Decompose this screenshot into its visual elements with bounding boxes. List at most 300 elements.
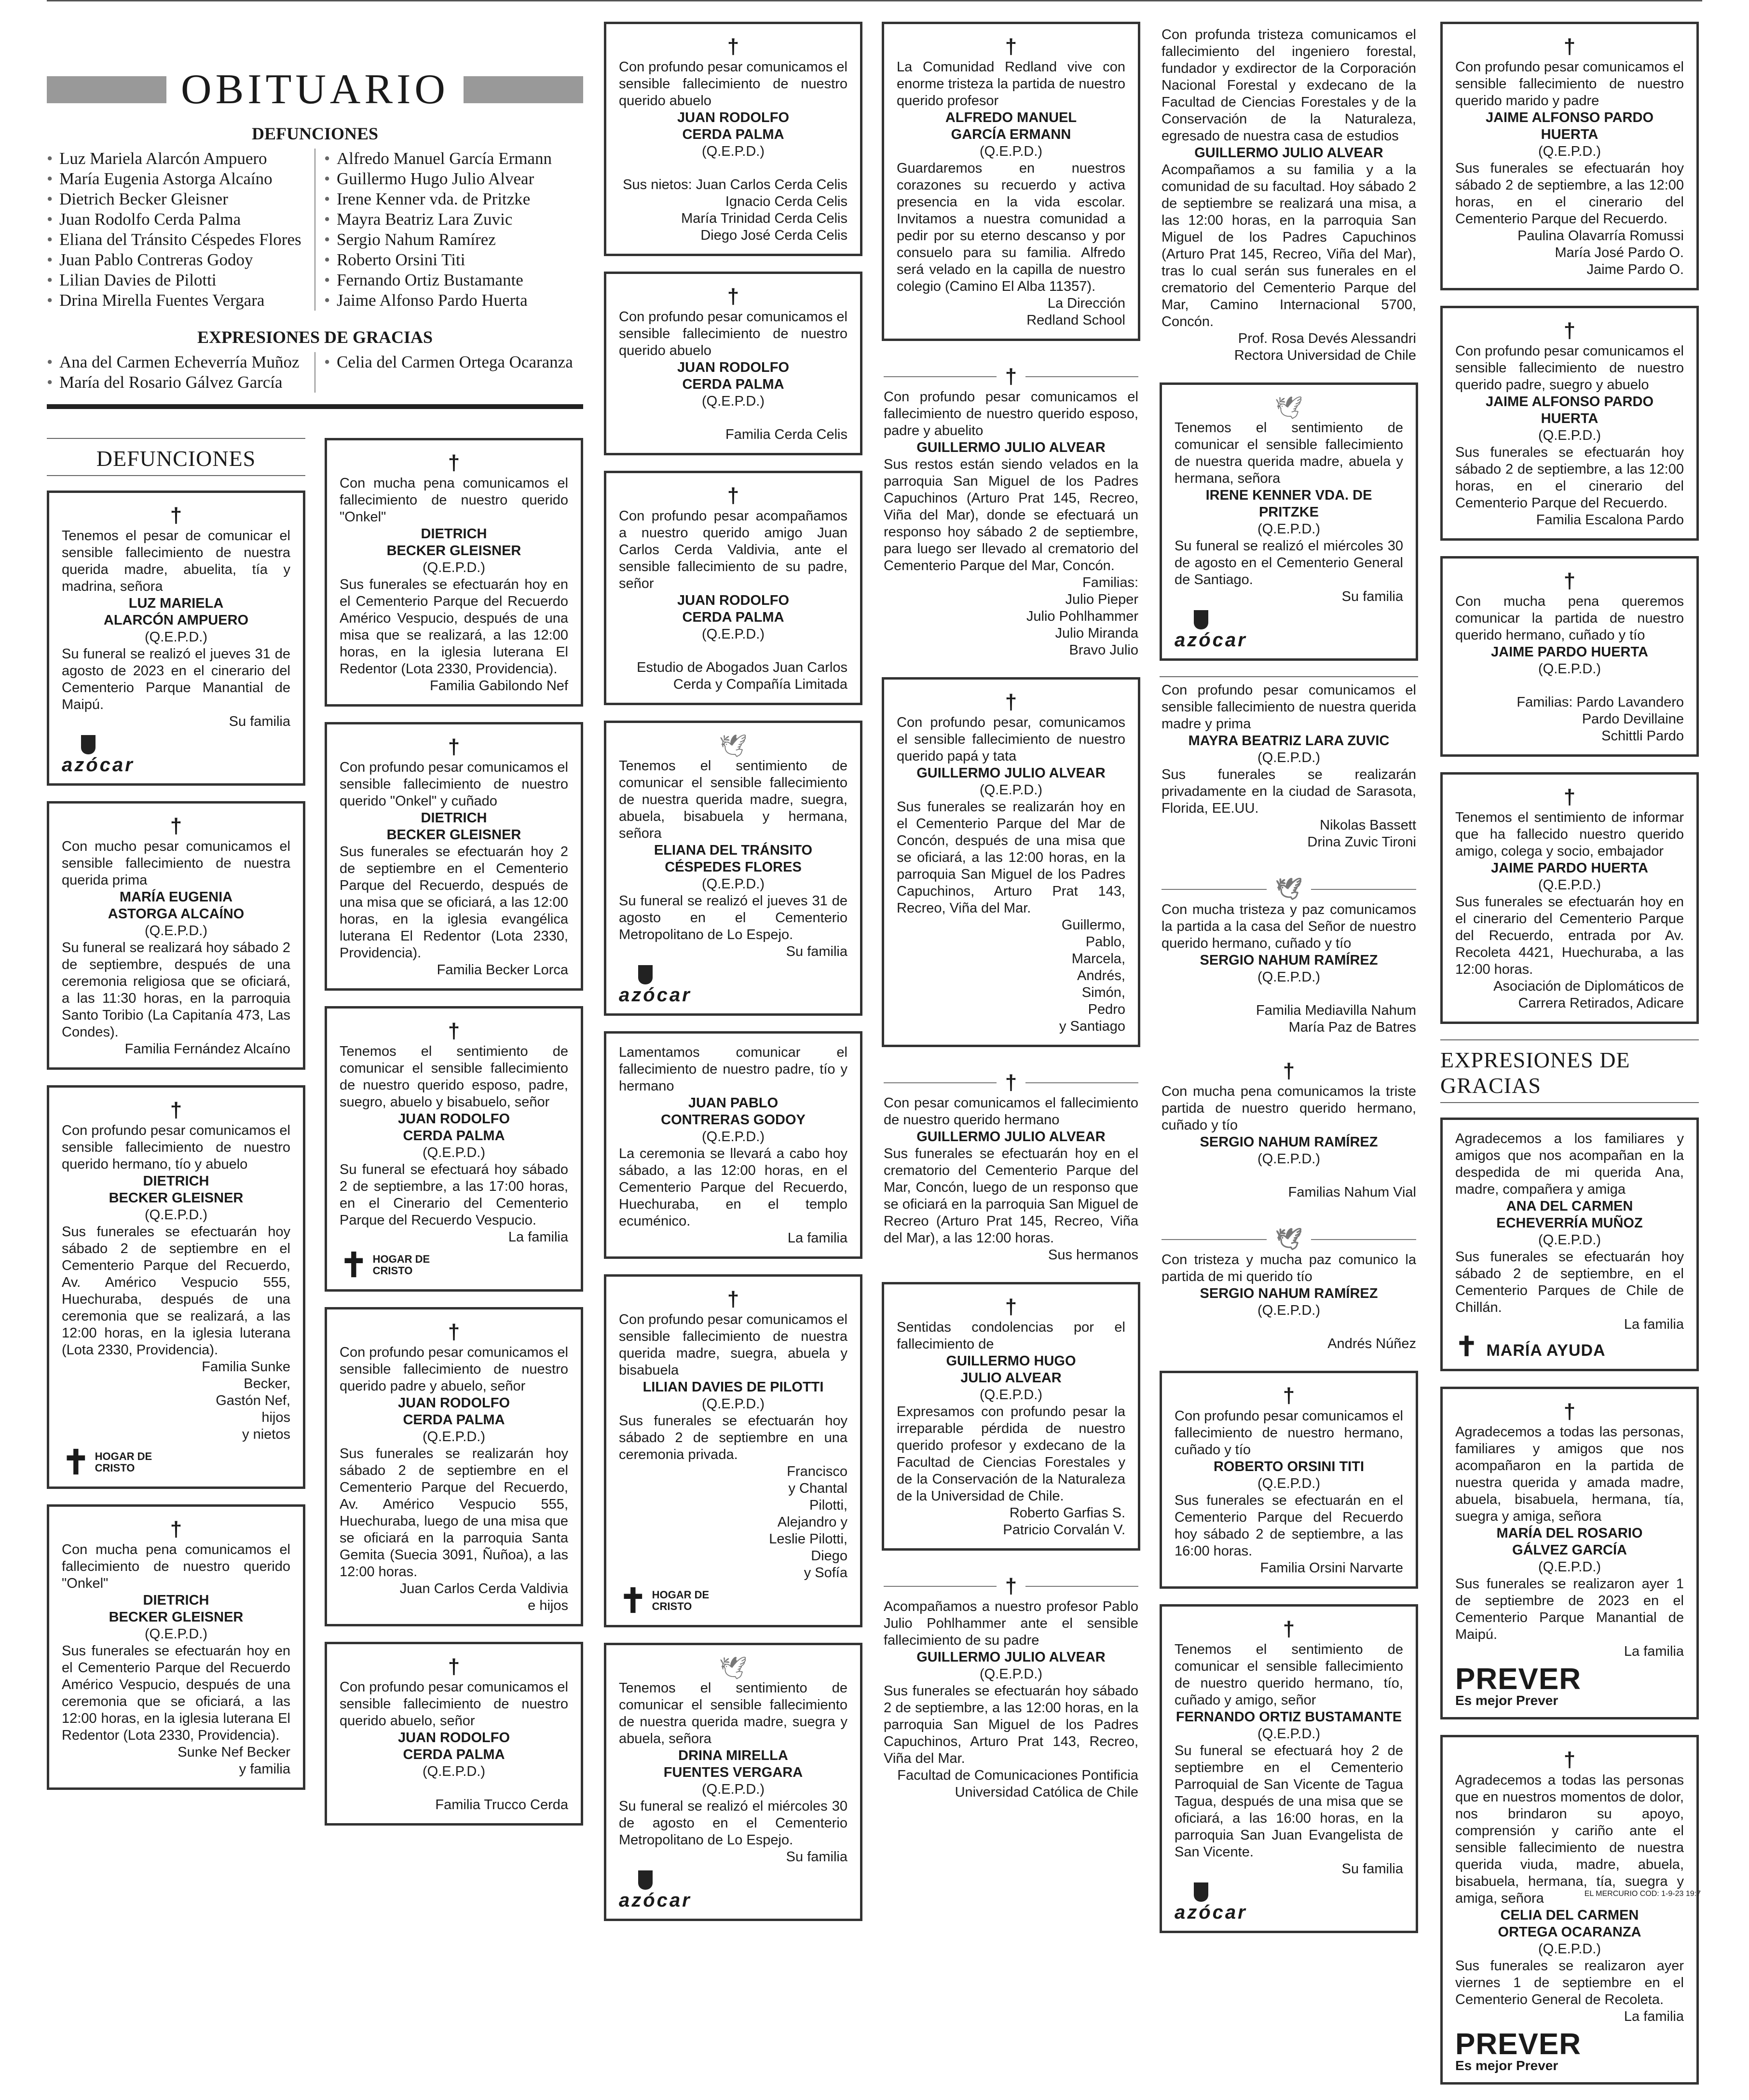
qepd: (Q.E.P.D.) (1257, 1726, 1320, 1742)
divider-line (1311, 889, 1416, 890)
deceased-name: IRENE KENNER VDA. DE PRITZKE (1205, 488, 1372, 520)
notice-intro: Con profunda tristeza comunicamos el fallecimiento del ingeniero forestal, fundador y exdirector de la Corporación Nacional Forestal y exdecano de la Facultad de Ciencias Forestales y de la Conservación de la Naturaleza, egresado de nuestra casa de estudios (1161, 27, 1416, 144)
notice-intro: Con mucho pesar comunicamos el sensible fallecimiento de nuestra querida prima (62, 839, 290, 888)
notice-body: Sus funerales se efectuarán hoy en el Cementerio Parque del Recuerdo Américo Vespucio, después de una ceremonia que se oficiará, a las 12:00 horas, en la iglesia luterana El Redentor (Lota 2330, Providencia). (62, 1643, 290, 1743)
signature-line: Becker, (244, 1376, 290, 1391)
notice-body: Sus funerales se efectuarán hoy sábado 2 de septiembre, en el Cementerio Parques de Chile de Chillán. (1455, 1249, 1684, 1315)
signature-line: Jaime Pardo O. (1586, 262, 1684, 277)
spacer (619, 160, 847, 177)
signature (340, 1797, 568, 1814)
index-item: • María del Rosario Gálvez García (47, 372, 306, 393)
index-item: • Juan Pablo Contreras Godoy (47, 250, 306, 270)
signature-line: y Santiago (1059, 1019, 1125, 1034)
deceased-name: JUAN PABLO (688, 1095, 779, 1111)
notice-intro: Tenemos el sentimiento de comunicar el sensible fallecimiento de nuestro querido esposo, padre, suegro, abuelo y bisabuelo, señor (340, 1044, 568, 1110)
dove-divider (1161, 1227, 1416, 1251)
deceased-name: ANA DEL CARMEN (1506, 1199, 1633, 1214)
dove-icon: 🕊 (1275, 877, 1302, 901)
qepd: (Q.E.P.D.) (1538, 144, 1601, 159)
obituary-notice (47, 801, 305, 1070)
cross-icon: † (1005, 1071, 1017, 1094)
notice-intro: Tenemos el pesar de comunicar el sensible fallecimiento de nuestra querida madre, abuelita, tía y madrina, señora (62, 528, 290, 594)
qepd: (Q.E.P.D.) (423, 1145, 485, 1160)
qepd: (Q.E.P.D.) (1257, 1151, 1320, 1167)
qepd: (Q.E.P.D.) (980, 144, 1042, 159)
column-4 (882, 22, 1140, 1819)
azocar-logo (619, 965, 847, 1004)
notice-body: La ceremonia se llevará a cabo hoy sábado, a las 12:00 horas, en el Cementerio Parque del Recuerdo, Huechuraba, en el templo ecuménico. (619, 1146, 847, 1229)
signature (1161, 1002, 1416, 1036)
obituary-notice (1440, 772, 1699, 1024)
signature (619, 426, 847, 443)
column-3 (604, 22, 862, 1936)
spacer (1161, 1319, 1416, 1336)
index-item: • Guillermo Hugo Julio Alvear (324, 169, 583, 189)
signature (62, 1041, 290, 1058)
divider-line (884, 1586, 997, 1587)
deceased-name: LUZ MARIELA (128, 596, 224, 611)
logo-slogan: Es mejor Prever (1455, 2058, 1558, 2073)
qepd: (Q.E.P.D.) (145, 923, 207, 939)
deceased-name: ELIANA DEL TRÁNSITO (654, 843, 813, 858)
deceased-name: JUAN RODOLFO (677, 110, 789, 125)
obituary-notice (325, 1642, 583, 1826)
qepd: (Q.E.P.D.) (1257, 1476, 1320, 1491)
notice-intro: Con profundo pesar comunicamos el sensible fallecimiento de nuestro querido padre, suegro y abuelo (1455, 343, 1684, 393)
index-item: • Mayra Beatriz Lara Zuvic (324, 209, 583, 230)
qepd: (Q.E.P.D.) (145, 629, 207, 645)
qepd: (Q.E.P.D.) (1538, 1232, 1601, 1248)
notice-intro: Tenemos el sentimiento de informar que ha fallecido nuestro querido amigo, colega y socio, embajador (1455, 810, 1684, 859)
signature-line: hijos (261, 1410, 290, 1425)
cross-icon: † (448, 1320, 460, 1344)
notice-body: Su funeral se efectuará hoy sábado 2 de septiembre, a las 17:00 horas, en el Cinerario del Cementerio Parque del Recuerdo Vespucio. (340, 1162, 568, 1228)
signature-line: Asociación de Diplomáticos de (1493, 979, 1684, 994)
obituary-notice (47, 1504, 305, 1790)
notice-intro: Con tristeza y mucha paz comunico la partida de mi querido tío (1161, 1252, 1416, 1284)
index-item: • Ana del Carmen Echeverría Muñoz (47, 352, 306, 372)
qepd: (Q.E.P.D.) (1257, 521, 1320, 537)
spacer (619, 410, 847, 426)
obituary-notice (882, 1063, 1140, 1271)
signature (619, 1463, 847, 1582)
signature-line: Su familia (1341, 1861, 1403, 1877)
deceased-name: CERDA PALMA (403, 1747, 505, 1762)
signature-line: Roberto Garfias S. (1009, 1505, 1125, 1521)
obituary-notice (325, 438, 583, 707)
obituary-notice (1160, 869, 1418, 1044)
signature-line: Nikolas Bassett (1320, 818, 1416, 833)
signature (1161, 1336, 1416, 1352)
notice-intro: Tenemos el sentimiento de comunicar el sensible fallecimiento de nuestro querido hermano, tío, cuñado y amigo, señor (1175, 1642, 1403, 1708)
signature-line: Simón, (1081, 985, 1125, 1000)
obituary-notice (47, 491, 305, 786)
cross-icon: † (1563, 569, 1576, 593)
qepd: (Q.E.P.D.) (980, 782, 1042, 798)
deceased-name: DRINA MIRELLA (678, 1748, 788, 1763)
index-item: • Eliana del Tránsito Céspedes Flores (47, 230, 306, 250)
index-item: • Drina Mirella Fuentes Vergara (47, 290, 306, 311)
notice-body: Sus restos están siendo velados en la parroquia San Miguel de los Padres Capuchinos (Arturo Prat 145, Recreo, Viña del Mar), donde se efectuará un responso hoy sábado 2 de septiembre, para luego ser llevado al crematorio del Cementerio Parque del Mar, Concón. (884, 457, 1138, 573)
cross-icon: † (170, 504, 182, 527)
notice-body: Sus funerales se efectuarán hoy sábado 2 de septiembre en una ceremonia privada. (619, 1413, 847, 1462)
deceased-name: LILIAN DAVIES DE PILOTTI (642, 1379, 824, 1395)
cross-icon: † (1005, 690, 1017, 714)
deceased-name: MARÍA EUGENIA (119, 889, 233, 905)
spacer (1455, 678, 1684, 694)
deceased-name: JUAN RODOLFO (398, 1111, 510, 1127)
deceased-name: JUAN RODOLFO (398, 1395, 510, 1411)
signature-line: Pardo Devillaine (1582, 711, 1684, 727)
signature (1175, 1560, 1403, 1577)
signature-line: La familia (1624, 2009, 1684, 2024)
index-list-right (324, 149, 583, 311)
notice-intro: Con profundo pesar, comunicamos el sensible fallecimiento de nuestro querido papá y tata (897, 715, 1125, 764)
obituary-notice (604, 471, 862, 705)
index-item: • Celia del Carmen Ortega Ocaranza (324, 352, 583, 372)
shield-icon (638, 965, 653, 984)
spacer (340, 1780, 568, 1797)
prever-logo (1455, 2030, 1684, 2073)
dove-divider (1161, 877, 1416, 901)
signature-line: y familia (239, 1761, 290, 1777)
logo-text: azócar (619, 984, 692, 1006)
deceased-name: FERNANDO ORTIZ BUSTAMANTE (1175, 1709, 1402, 1725)
cross-divider (884, 1071, 1138, 1094)
deceased-name: SERGIO NAHUM RAMÍREZ (1200, 1286, 1378, 1301)
obituary-notice (1440, 22, 1699, 290)
cross-icon: † (448, 451, 460, 475)
obituary-notice (882, 1566, 1140, 1809)
notice-body: Sus funerales se realizaron ayer 1 de septiembre de 2023 en el Cementerio Parque Manantial de Maipú. (1455, 1576, 1684, 1642)
divider-line (1311, 1239, 1416, 1240)
signature-line: Diego (811, 1548, 847, 1564)
qepd: (Q.E.P.D.) (702, 144, 765, 159)
index-item: • Sergio Nahum Ramírez (324, 230, 583, 250)
notice-intro: Tenemos el sentimiento de comunicar el sensible fallecimiento de nuestra querida madre, suegra, abuela, bisabuela y hermana, señora (619, 758, 847, 841)
logo-text: PREVER (1455, 1663, 1581, 1696)
notice-body: Sus funerales se efectuarán hoy sábado 2 de septiembre, a las 12:00 horas, en el cinerario del Cementerio Parque del Recuerdo. (1455, 445, 1684, 511)
deceased-name: GUILLERMO HUGO (946, 1353, 1076, 1369)
signature-line: María José Pardo O. (1555, 245, 1684, 260)
signature-line: La familia (1624, 1644, 1684, 1659)
deceased-name: CERDA PALMA (682, 377, 784, 392)
index-divider (314, 149, 315, 311)
header-bar-left (47, 76, 166, 103)
obituary-notice (325, 1307, 583, 1626)
index-gracias (47, 352, 583, 393)
cross-icon: † (1283, 1059, 1295, 1083)
section-title-gracias: EXPRESIONES DE GRACIAS (1440, 1039, 1699, 1103)
obituary-notice (1160, 22, 1418, 372)
obituary-notice (882, 677, 1140, 1047)
notice-intro: Agradecemos a todas las personas, familiares y amigos que nos acompañaron en la partida de nuestra querida y amada madre, abuela, bisabuela, hermana, tía, suegra y amiga, señora (1455, 1424, 1684, 1524)
hogar-de-cristo-logo (619, 1582, 847, 1620)
signature (1455, 1316, 1684, 1333)
signature (619, 1230, 847, 1247)
notice-body: Acompañamos a su familia y a la comunidad de su facultad. Hoy sábado 2 de septiembre se realizará una misa, a las 12:00 horas, en la parroquia San Miguel de los Padres Capuchinos (Arturo Prat 145, Recreo, Viña del Mar), tras lo cual serán sus funerales en el crematorio del Cementerio Parque del Mar, Camino Internacional 5700, Concón. (1161, 162, 1416, 329)
spacer (1161, 1168, 1416, 1184)
signature-line: Facultad de Comunicaciones Pontificia (897, 1768, 1138, 1783)
crest-icon (62, 735, 290, 757)
signature-line: Redland School (1026, 313, 1125, 328)
obituary-notice (1160, 382, 1418, 661)
signature-line: Schittli Pardo (1601, 728, 1684, 744)
notice-intro: Con mucha tristeza y paz comunicamos la partida a la casa del Señor de nuestro querido hermano, cuñado y tío (1161, 902, 1416, 951)
signature-line: La familia (1624, 1317, 1684, 1332)
signature-line: Julio Miranda (1055, 626, 1138, 641)
deceased-name: CÉSPEDES FLORES (665, 859, 802, 875)
signature (1455, 1643, 1684, 1660)
crest-icon (1175, 1882, 1403, 1904)
signature (884, 574, 1138, 659)
notice-intro: Con profundo pesar comunicamos el sensible fallecimiento de nuestra querida madre, suegra, abuela y bisabuela (619, 1312, 847, 1378)
logo-text: azócar (619, 1890, 692, 1911)
signature-line: Su familia (786, 1849, 847, 1865)
obituary-notice (1160, 1371, 1418, 1589)
obituary-notice (1440, 1735, 1699, 2085)
signature-line: Familia Mediavilla Nahum (1256, 1003, 1416, 1018)
signature (62, 1359, 290, 1443)
logo-text: HOGAR DE CRISTO (95, 1450, 152, 1474)
deceased-name: GARCÍA ERMANN (951, 127, 1071, 142)
notice-intro: Acompañamos a nuestro profesor Pablo Julio Pohlhammer ante el sensible fallecimiento de su padre (884, 1599, 1138, 1648)
deceased-name: JAIME ALFONSO PARDO HUERTA (1485, 394, 1653, 426)
index-item: • Juan Rodolfo Cerda Palma (47, 209, 306, 230)
hogar-cross-icon: ✝ (340, 1246, 368, 1284)
signature-line: Carrera Retirados, Adicare (1518, 995, 1684, 1011)
divider-line (1025, 376, 1138, 377)
signature-line: Familias: Pardo Lavandero (1517, 695, 1684, 710)
qepd: (Q.E.P.D.) (423, 560, 485, 575)
deceased-name: GÁLVEZ GARCÍA (1512, 1542, 1627, 1558)
signature (1455, 512, 1684, 529)
shield-icon (638, 1870, 653, 1890)
notice-body: Sus funerales se efectuarán hoy en el cinerario del Cementerio Parque del Recuerdo, entrada por Av. Recoleta 4421, Huechuraba, a las 12:00 horas. (1455, 894, 1684, 977)
signature-line: Francisco (787, 1464, 847, 1479)
qepd: (Q.E.P.D.) (145, 1207, 207, 1223)
obituary-notice (325, 1006, 583, 1292)
signature-line: Alejandro y (777, 1514, 847, 1530)
index-gracias-title: EXPRESIONES DE GRACIAS (197, 327, 433, 347)
deceased-name: CERDA PALMA (682, 127, 784, 142)
index-item: • Alfredo Manuel García Ermann (324, 149, 583, 169)
header-bar-right (464, 76, 583, 103)
notice-body: Sus funerales se efectuarán hoy sábado 2 de septiembre en el Cementerio Parque del Recuerdo, Av. Américo Vespucio 555, Huechuraba, después de una ceremonia que se realizará, a las 12:00 horas, en la iglesia luterana (Lota 2330, Providencia). (62, 1224, 290, 1358)
signature-line: Sunke Nef Becker (178, 1745, 290, 1760)
deceased-name: ALARCÓN AMPUERO (103, 613, 249, 628)
notice-intro: Con profundo pesar comunicamos el sensible fallecimiento de nuestro querido padre y abuelo, señor (340, 1345, 568, 1394)
signature (1175, 1861, 1403, 1878)
qepd: (Q.E.P.D.) (1257, 969, 1320, 985)
signature-line: Rectora Universidad de Chile (1234, 348, 1416, 363)
cross-icon: † (1005, 35, 1017, 58)
signature-line: Universidad Católica de Chile (955, 1785, 1138, 1800)
signature-line: Julio Pieper (1065, 592, 1138, 607)
signature (884, 1247, 1138, 1264)
signature (62, 1744, 290, 1778)
signature-line: Drina Zuvic Tironi (1307, 834, 1416, 850)
cross-icon: † (1563, 35, 1576, 58)
deceased-name: ORTEGA OCARANZA (1498, 1924, 1641, 1940)
qepd: (Q.E.P.D.) (1538, 661, 1601, 677)
notice-body: Sus funerales se efectuarán hoy en el crematorio del Cementerio Parque del Mar, Concón, luego de un responso que se oficiará en la parroquia San Miguel de Recreo (Arturo Prat 145, Recreo, Viña del Mar), a las 12:00 horas. (884, 1146, 1138, 1246)
signature-line: e hijos (528, 1598, 568, 1613)
notice-body: Sus funerales se realizaron ayer viernes 1 de septiembre en el Cementerio General de Recoleta. (1455, 1958, 1684, 2007)
dove-icon: 🕊 (1274, 395, 1303, 420)
hogar-cross-icon: ✝ (619, 1582, 647, 1620)
qepd: (Q.E.P.D.) (702, 876, 765, 892)
signature-line: y Sofía (804, 1565, 847, 1581)
logo-text: MARÍA AYUDA (1486, 1341, 1606, 1360)
deceased-name: CONTRERAS GODOY (661, 1112, 806, 1128)
index-item: • Dietrich Becker Gleisner (47, 189, 306, 209)
qepd: (Q.E.P.D.) (1538, 1941, 1601, 1957)
deceased-name: BECKER GLEISNER (109, 1609, 244, 1625)
notice-body: Su funeral se realizará hoy sábado 2 de septiembre, después de una ceremonia religiosa que se oficiará, a las 11:30 horas, en la parroquia Santo Toribio (La Capitanía 473, Las Condes). (62, 940, 290, 1040)
notice-intro: Con profundo pesar comunicamos el fallecimiento de nuestro hermano, cuñado y tío (1175, 1408, 1403, 1458)
signature (619, 659, 847, 693)
signature-line: Su familia (229, 714, 290, 729)
qepd: (Q.E.P.D.) (980, 1666, 1042, 1682)
crest-icon (619, 1870, 847, 1892)
deceased-name: JUAN RODOLFO (677, 593, 789, 608)
notice-intro: Con profundo pesar comunicamos el sensible fallecimiento de nuestro querido abuelo, señor (340, 1679, 568, 1729)
signature-line: Su familia (1341, 589, 1403, 604)
index-divider (314, 352, 315, 393)
obituary-notice (1160, 1604, 1418, 1933)
cross-icon: † (1563, 785, 1576, 809)
logo-text: azócar (1175, 629, 1247, 651)
notices (47, 491, 305, 1790)
qepd: (Q.E.P.D.) (702, 394, 765, 409)
deceased-name: GUILLERMO JULIO ALVEAR (916, 765, 1106, 781)
footer-code: EL MERCURIO COD: 1-9-23 19:7 (1584, 1890, 1701, 1898)
deceased-name: ASTORGA ALCAÍNO (108, 906, 245, 922)
notice-body: Su funeral se realizó el miércoles 30 de agosto en el Cementerio Metropolitano de Lo Espejo. (619, 1799, 847, 1848)
signature-line: Juan Carlos Cerda Valdivia (399, 1581, 568, 1596)
qepd: (Q.E.P.D.) (1257, 1303, 1320, 1318)
notice-intro: Con mucha pena comunicamos la triste partida de nuestro querido hermano, cuñado y tío (1161, 1084, 1416, 1133)
logo-text: PREVER (1455, 2028, 1581, 2061)
cross-icon: † (448, 1019, 460, 1043)
notice-body: Sus funerales se efectuarán hoy sábado 2 de septiembre, a las 12:00 horas, en la parroquia San Miguel de los Padres Capuchinos, Arturo Prat 143, Recreo, Viña del Mar. (884, 1683, 1138, 1766)
deceased-name: DIETRICH (421, 810, 487, 826)
qepd: (Q.E.P.D.) (423, 1764, 485, 1779)
obituary-notice (604, 272, 862, 455)
deceased-name: CELIA DEL CARMEN (1500, 1908, 1639, 1923)
notice-intro: Con profundo pesar comunicamos el sensible fallecimiento de nuestro querido marido y padre (1455, 59, 1684, 109)
notice-body: Sus funerales se efectuarán hoy sábado 2 de septiembre, a las 12:00 horas, en el cinerario del Cementerio Parque del Recuerdo. (1455, 161, 1684, 227)
cross-icon: † (1005, 365, 1017, 388)
obituary-notice (1160, 676, 1418, 859)
column-1 (47, 22, 583, 1841)
deceased-name: JAIME PARDO HUERTA (1491, 644, 1648, 660)
signature-line: Leslie Pilotti, (769, 1531, 847, 1547)
index-item: • Irene Kenner vda. de Pritzke (324, 189, 583, 209)
signature-line: Pilotti, (809, 1498, 847, 1513)
dove-icon: 🕊 (719, 733, 748, 758)
shield-icon (81, 735, 96, 754)
signature (340, 1581, 568, 1614)
index-list-left (47, 149, 306, 311)
deceased-name: JUAN RODOLFO (398, 1730, 510, 1745)
signature (1161, 330, 1416, 364)
signature-line: Sus hermanos (1048, 1247, 1138, 1263)
signature (1455, 694, 1684, 745)
signature-line: y Chantal (788, 1481, 847, 1496)
cross-icon: † (170, 1098, 182, 1122)
azocar-logo (62, 735, 290, 774)
notice-intro: Con profundo pesar comunicamos el fallecimiento de nuestro querido esposo, padre y abuelito (884, 389, 1138, 438)
deceased-name: JULIO ALVEAR (960, 1370, 1062, 1386)
logo-text: azócar (1175, 1902, 1247, 1923)
azocar-logo (1175, 610, 1403, 649)
notice-body: Su funeral se efectuará hoy 2 de septiembre en el Cementerio Parroquial de San Vicente de Tagua Tagua, después de una misa que se oficiará, a las 16:00 horas, en la parroquia San Juan Evangelista de San Vicente. (1175, 1743, 1403, 1860)
cross-icon: † (1563, 1400, 1576, 1423)
cross-icon: † (1005, 1295, 1017, 1319)
signature-line: Familia Trucco Cerda (435, 1797, 568, 1813)
deceased-name: JUAN RODOLFO (677, 360, 789, 375)
obituary-notice (325, 722, 583, 991)
notice-intro: Con profundo pesar comunicamos el sensible fallecimiento de nuestro querido abuelo (619, 59, 847, 109)
hogar-de-cristo-logo (62, 1444, 290, 1481)
obituary-notice (1160, 1219, 1418, 1360)
notices (325, 438, 583, 1826)
deceased-name: ROBERTO ORSINI TITI (1213, 1459, 1365, 1474)
index-list-right (324, 352, 583, 393)
signature (62, 713, 290, 730)
cross-divider (884, 1574, 1138, 1598)
deceased-name: CERDA PALMA (403, 1128, 505, 1144)
signature (340, 1229, 568, 1246)
cross-divider (884, 365, 1138, 388)
cross-icon: † (170, 1517, 182, 1541)
shield-icon (1194, 1882, 1208, 1902)
cross-icon: † (1005, 1574, 1017, 1598)
signature-line: Bravo Julio (1069, 642, 1138, 658)
obituary-notice (1440, 556, 1699, 757)
qepd: (Q.E.P.D.) (1538, 428, 1601, 443)
cross-icon: † (170, 814, 182, 838)
obituary-notice (1440, 1118, 1699, 1371)
signature-line: Diego José Cerda Celis (700, 228, 847, 243)
signature (1175, 588, 1403, 605)
signature (340, 678, 568, 695)
divider-line (1161, 1239, 1267, 1240)
signature-line: Guillermo, (1061, 917, 1125, 933)
cross-icon: † (1563, 1748, 1576, 1772)
signature-line: Julio Pohlhammer (1026, 609, 1138, 624)
obituary-notice (882, 356, 1140, 667)
obituary-notice (1160, 1054, 1418, 1209)
signature-line: Gastón Nef, (216, 1393, 290, 1408)
signature (1455, 978, 1684, 1012)
signature-line: Pedro (1088, 1002, 1125, 1017)
obituary-notice (604, 1031, 862, 1259)
signature-line: Marcela, (1071, 951, 1125, 967)
notice-intro: Agradecemos a los familiares y amigos que nos acompañan en la despedida de mi querida Ana, madre, compañera y amiga (1455, 1131, 1684, 1197)
notice-intro: Lamentamos comunicar el fallecimiento de nuestro padre, tío y hermano (619, 1045, 847, 1094)
signature-line: Prof. Rosa Devés Alessandri (1238, 331, 1416, 346)
cross-icon: † (448, 735, 460, 759)
signature (619, 177, 847, 244)
signature-line: Sus nietos: Juan Carlos Cerda Celis (623, 177, 847, 192)
notice-intro: La Comunidad Redland vive con enorme tristeza la partida de nuestro querido profesor (897, 59, 1125, 109)
deceased-name: GUILLERMO JULIO ALVEAR (916, 1129, 1106, 1145)
notice-body: Sus funerales se efectuarán en el Cementerio Parque del Recuerdo hoy sábado 2 de septiembre, a las 16:00 horas. (1175, 1493, 1403, 1559)
notice-body: Sus funerales se efectuarán hoy 2 de septiembre en el Cementerio Parque del Recuerdo, después de una misa que se oficiará, a las 12:00 horas, en la iglesia evangélica luterana El Redentor (Lota 2330, Providencia). (340, 844, 568, 961)
